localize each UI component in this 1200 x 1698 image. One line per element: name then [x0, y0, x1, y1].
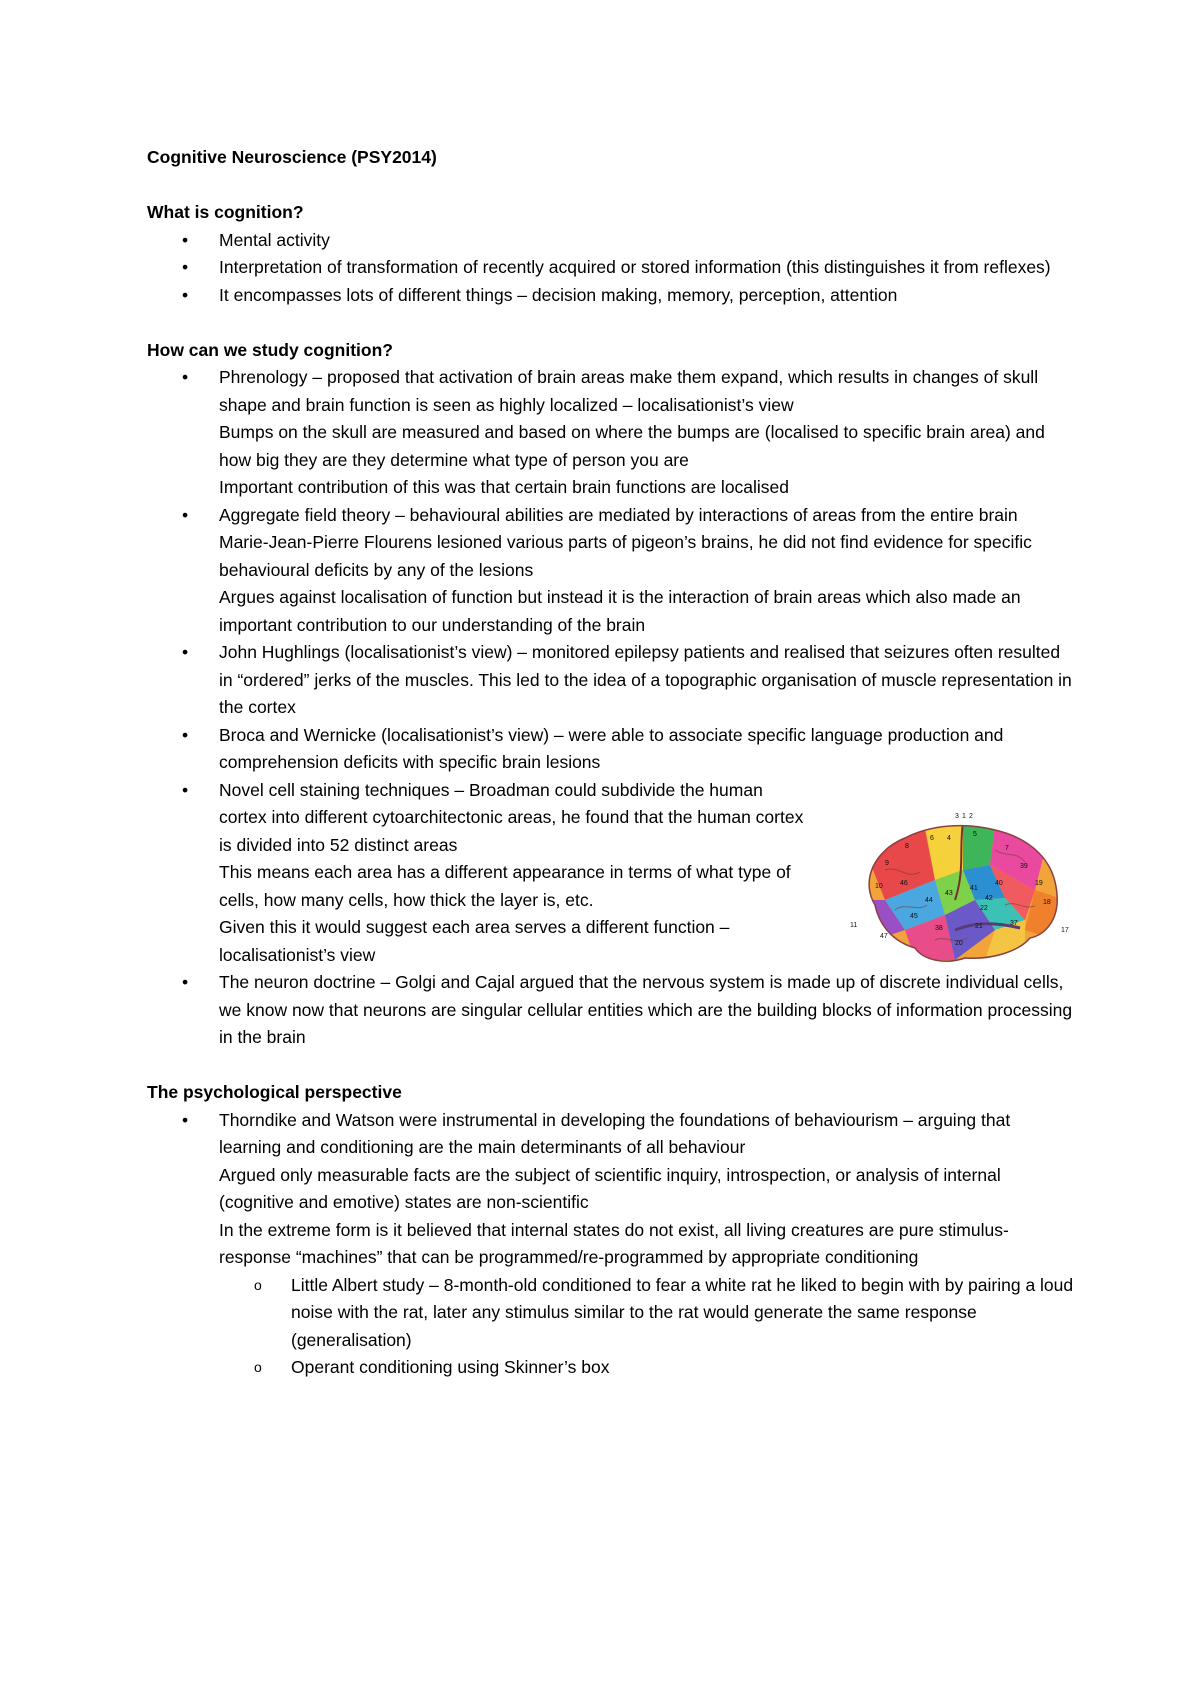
bullet-list — [147, 1107, 1077, 1272]
list-item-text: This means each area has a different appearance in terms of what type of cells, how many cells, how thick the layer is, etc. — [219, 862, 791, 910]
bullet-icon: • — [182, 257, 189, 277]
brain-area-label: 8 — [905, 843, 909, 850]
list-item — [147, 639, 1077, 722]
brain-area-label: 19 — [1035, 880, 1043, 887]
bullet-icon: • — [182, 972, 189, 992]
sub-list-item — [219, 1272, 1077, 1355]
list-item — [147, 502, 1077, 640]
brain-area-label: 39 — [1020, 863, 1028, 870]
brain-area-label: 46 — [900, 880, 908, 887]
list-item-text: Phrenology – proposed that activation of brain areas make them expand, which results in changes of skull shape and brain function is seen as highly localized – localisationist’s view — [219, 367, 1039, 415]
bullet-icon: • — [182, 779, 189, 800]
brain-area-label: 4 — [947, 835, 951, 842]
brain-area-label: 38 — [935, 925, 943, 932]
list-item-text: Interpretation of transformation of recently acquired or stored information (this distinguishes it from reflexes) — [219, 257, 1051, 277]
sub-bullet-list — [147, 1272, 1077, 1382]
brain-area-label: 37 — [1010, 920, 1018, 927]
document-title: Cognitive Neuroscience (PSY2014) — [147, 147, 437, 167]
brain-area-label: 11 — [850, 922, 858, 929]
list-item-text: Marie-Jean-Pierre Flourens lesioned various parts of pigeon’s brains, he did not find evidence for specific behavioural deficits by any of the lesions — [219, 532, 1032, 580]
section-heading: What is cognition? — [147, 202, 304, 222]
list-item-text: Novel cell staining techniques – Broadman could subdivide the human cortex into different cytoarchitectonic areas, he found that the human cortex is divided into 52 distinct areas — [219, 779, 804, 855]
brain-area-label: 47 — [880, 933, 888, 940]
list-item-text: Given this it would suggest each area serves a different function – localisationist’s view — [219, 917, 730, 965]
list-item — [147, 282, 1077, 310]
list-item-text: John Hughlings (localisationist’s view) – monitored epilepsy patients and realised that seizures often resulted in “ordered” jerks of the muscles. This led to the idea of a topographic organisation of muscle representation in the cortex — [219, 642, 1072, 717]
brain-area-label: 10 — [875, 883, 883, 890]
list-item-text: It encompasses lots of different things – decision making, memory, perception, attention — [219, 284, 898, 305]
section-heading: The psychological perspective — [147, 1082, 402, 1102]
brain-area-label: 45 — [910, 913, 918, 920]
sub-bullet-icon: o — [254, 1276, 262, 1293]
brain-area-label: 9 — [885, 860, 889, 867]
list-item-text: Aggregate field theory – behavioural abilities are mediated by interactions of areas from the entire brain — [219, 504, 1018, 525]
list-item — [147, 227, 1077, 255]
list-item-text: Argues against localisation of function but instead it is the interaction of brain areas which also made an important contribution to our understanding of the brain — [219, 587, 1021, 635]
bullet-icon: • — [182, 724, 189, 745]
list-item-text: Argued only measurable facts are the subject of scientific inquiry, introspection, or analysis of internal (cognitive and emotive) states are non-scientific — [219, 1164, 1001, 1212]
list-item — [147, 254, 1077, 282]
sub-list-item — [219, 1354, 1077, 1382]
brain-area-label: 6 — [930, 835, 934, 842]
brain-area-label: 40 — [995, 880, 1003, 887]
bullet-icon: • — [182, 1109, 189, 1130]
sub-list-item-text: Operant conditioning using Skinner’s box — [291, 1357, 610, 1377]
list-item-text: The neuron doctrine – Golgi and Cajal argued that the nervous system is made up of discrete individual cells, we know now that neurons are singular cellular entities which are the building blocks of information processing in the brain — [219, 972, 1073, 1047]
brain-area-label: 1 — [962, 813, 966, 820]
bullet-icon: • — [182, 284, 189, 305]
brain-area-label: 42 — [985, 895, 993, 902]
list-item-text: In the extreme form is it believed that internal states do not exist, all living creatures are pure stimulus-response “machines” that can be programmed/re-programmed by appropriate conditioning — [219, 1219, 1009, 1267]
brodmann-brain-image — [845, 810, 1075, 975]
list-item-text: Bumps on the skull are measured and based on where the bumps are (localised to specific brain area) and how big they are they determine what type of person you are — [219, 422, 1045, 470]
section-heading: How can we study cognition? — [147, 339, 393, 360]
bullet-icon: • — [182, 642, 189, 662]
brain-area-label: 21 — [975, 923, 983, 930]
brain-area-label: 43 — [945, 890, 953, 897]
section-psychological-perspective — [147, 1079, 1077, 1382]
brain-area-label: 5 — [973, 831, 977, 838]
brain-area-label: 22 — [980, 905, 988, 912]
list-item — [147, 364, 1077, 502]
bullet-icon: • — [182, 367, 189, 387]
list-item — [147, 722, 1077, 777]
list-item-text: Important contribution of this was that certain brain functions are localised — [219, 477, 790, 497]
list-item — [147, 1107, 1077, 1272]
brain-area-label: 3 — [955, 813, 959, 820]
sub-list-item-text: Little Albert study – 8-month-old conditioned to fear a white rat he liked to begin with by pairing a loud noise with the rat, later any stimulus similar to the rat would generate the same response (generalisation) — [291, 1274, 1074, 1350]
bullet-icon: • — [182, 229, 189, 250]
sub-bullet-icon: o — [254, 1359, 262, 1375]
bullet-icon: • — [182, 504, 189, 525]
brain-area-label: 41 — [970, 885, 978, 892]
list-item-text: Thorndike and Watson were instrumental in developing the foundations of behaviourism – arguing that learning and conditioning are the main determinants of all behaviour — [219, 1109, 1011, 1157]
section-what-is-cognition — [147, 199, 1077, 309]
brain-area-label: 20 — [955, 940, 963, 947]
list-item-text: Broca and Wernicke (localisationist’s view) – were able to associate specific language production and comprehension deficits with specific brain lesions — [219, 724, 1004, 772]
brain-area-label: 17 — [1061, 927, 1069, 934]
bullet-list — [147, 227, 1077, 310]
list-item — [147, 969, 1077, 1052]
brain-area-label: 2 — [969, 813, 973, 820]
document-content — [147, 144, 1077, 1409]
brain-area-label: 44 — [925, 897, 933, 904]
brain-area-label: 7 — [1005, 845, 1009, 852]
list-item-text: Mental activity — [219, 229, 330, 250]
brain-area-label: 18 — [1043, 899, 1051, 906]
